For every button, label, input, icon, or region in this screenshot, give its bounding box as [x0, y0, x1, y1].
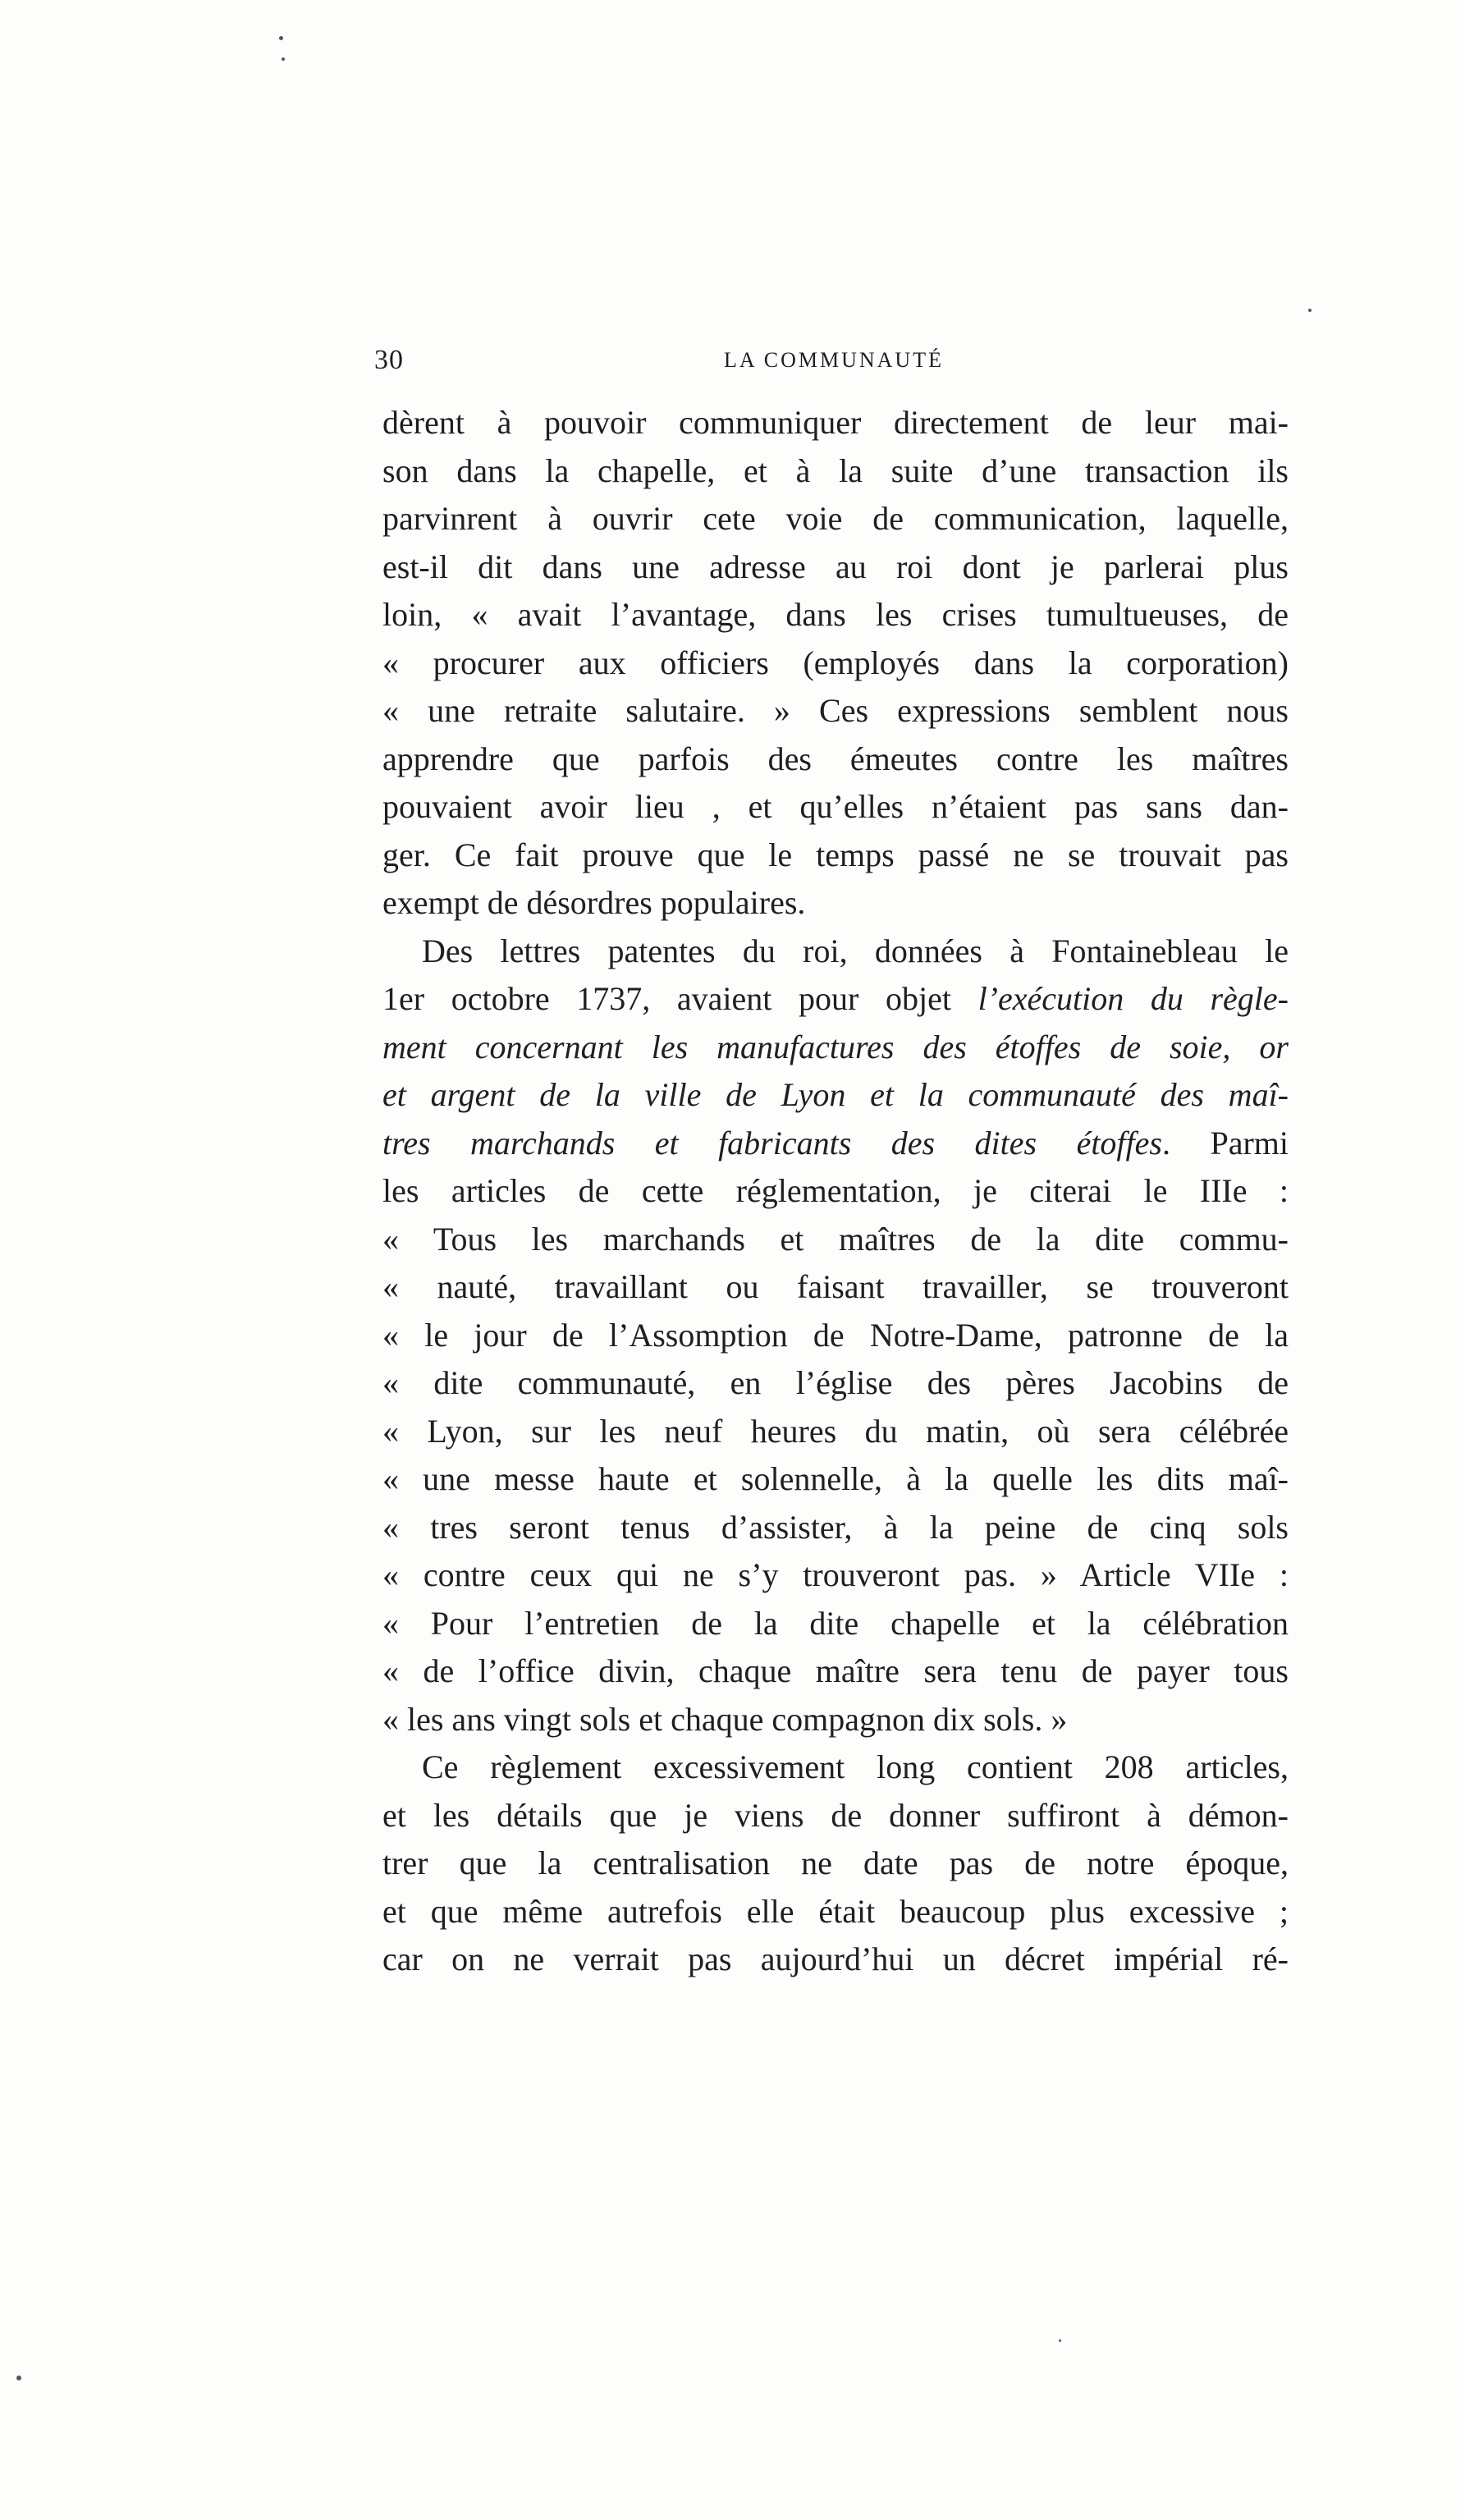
text-line: trer que la centralisation ne date pas de notre époque,	[382, 1844, 1289, 1881]
text-line: apprendre que parfois des émeutes contre les maîtres	[382, 740, 1289, 777]
text-run: Des lettres patentes du roi, données à Fontainebleau le	[422, 932, 1289, 969]
paragraph-3	[382, 1743, 1289, 1984]
paragraph-1	[382, 399, 1289, 928]
text-line: et les détails que je viens de donner suffiront à démon-	[382, 1796, 1289, 1834]
text-run: « les ans vingt sols et chaque compagnon dix sols. »	[382, 1700, 1068, 1738]
text-line	[382, 928, 1289, 976]
text-line	[382, 1071, 1289, 1120]
italic-text: ment concernant les manufactures des étoffes de soie, or	[382, 1028, 1289, 1065]
text-line: ger. Ce fait prouve que le temps passé ne se trouvait pas	[382, 836, 1289, 873]
text-line: dèrent à pouvoir communiquer directement de leur mai-	[382, 404, 1289, 441]
text-line: « une retraite salutaire. » Ces expressions semblent nous	[382, 692, 1289, 729]
text-line: son dans la chapelle, et à la suite d’une transaction ils	[382, 451, 1289, 489]
print-speck	[16, 2376, 21, 2380]
text-line: pouvaient avoir lieu , et qu’elles n’étaient pas sans dan-	[382, 788, 1289, 825]
text-run: « Tous les marchands et maîtres de la dite commu-	[382, 1220, 1289, 1258]
text-line	[382, 1216, 1289, 1264]
body-text	[382, 399, 1289, 1984]
text-line	[382, 1647, 1289, 1696]
text-line: « procurer aux officiers (employés dans la corporation)	[382, 644, 1289, 681]
italic-text: l’exécution du règle-	[977, 980, 1289, 1017]
text-line: est-il dit dans une adresse au roi dont je parlerai plus	[382, 548, 1289, 585]
running-head	[374, 345, 1293, 384]
text-line	[382, 1504, 1289, 1552]
running-title: LA COMMUNAUTÉ	[724, 348, 944, 372]
print-speck	[1059, 2339, 1061, 2342]
print-speck	[279, 36, 283, 40]
italic-text: tres marchands et fabricants des dites étoffes	[382, 1124, 1162, 1161]
text-line	[382, 1600, 1289, 1648]
italic-text: et argent de la ville de Lyon et la communauté des maî-	[382, 1076, 1289, 1113]
text-run: « de l’office divin, chaque maître sera tenu de payer tous	[382, 1652, 1289, 1689]
print-speck	[1308, 309, 1312, 312]
text-line	[382, 1696, 1289, 1744]
text-line	[382, 1024, 1289, 1072]
text-line	[382, 1263, 1289, 1312]
text-run: « Pour l’entretien de la dite chapelle et la célébration	[382, 1604, 1289, 1642]
text-line: parvinrent à ouvrir cete voie de communication, laquelle,	[382, 500, 1289, 537]
text-line	[382, 1120, 1289, 1168]
text-line: Ce règlement excessivement long contient 208 articles,	[422, 1748, 1289, 1785]
text-run: « tres seront tenus d’assister, à la peine de cinq sols	[382, 1508, 1289, 1546]
text-line: et que même autrefois elle était beaucoup plus excessive ;	[382, 1892, 1289, 1930]
text-line: exempt de désordres populaires.	[382, 884, 806, 921]
text-run: « une messe haute et solennelle, à la quelle les dits maî-	[382, 1460, 1289, 1497]
text-line: loin, « avait l’avantage, dans les crises tumultueuses, de	[382, 596, 1289, 633]
text-run: « le jour de l’Assomption de Notre-Dame, patronne de la	[382, 1316, 1289, 1354]
page-number: 30	[374, 345, 404, 375]
text-line	[382, 1408, 1289, 1456]
print-speck	[282, 57, 285, 61]
text-run: « nauté, travaillant ou faisant travailler, se trouveront	[382, 1268, 1289, 1305]
text-run: . Parmi	[1161, 1124, 1289, 1161]
text-line	[382, 1455, 1289, 1504]
paragraph-2	[382, 928, 1289, 1744]
text-line	[382, 975, 1289, 1024]
text-line	[382, 1312, 1289, 1360]
text-line: car on ne verrait pas aujourd’hui un décret impérial ré-	[382, 1940, 1289, 1977]
text-line	[382, 1359, 1289, 1408]
text-run: « contre ceux qui ne s’y trouveront pas. » Article VIIe :	[382, 1556, 1289, 1593]
text-run: « dite communauté, en l’église des pères Jacobins de	[382, 1364, 1289, 1401]
text-line	[382, 1551, 1289, 1600]
text-run: 1er octobre 1737, avaient pour objet	[382, 980, 978, 1017]
text-run: les articles de cette réglementation, je citerai le IIIe :	[382, 1172, 1289, 1209]
text-run: « Lyon, sur les neuf heures du matin, où sera célébrée	[382, 1412, 1289, 1450]
text-line	[382, 1167, 1289, 1216]
